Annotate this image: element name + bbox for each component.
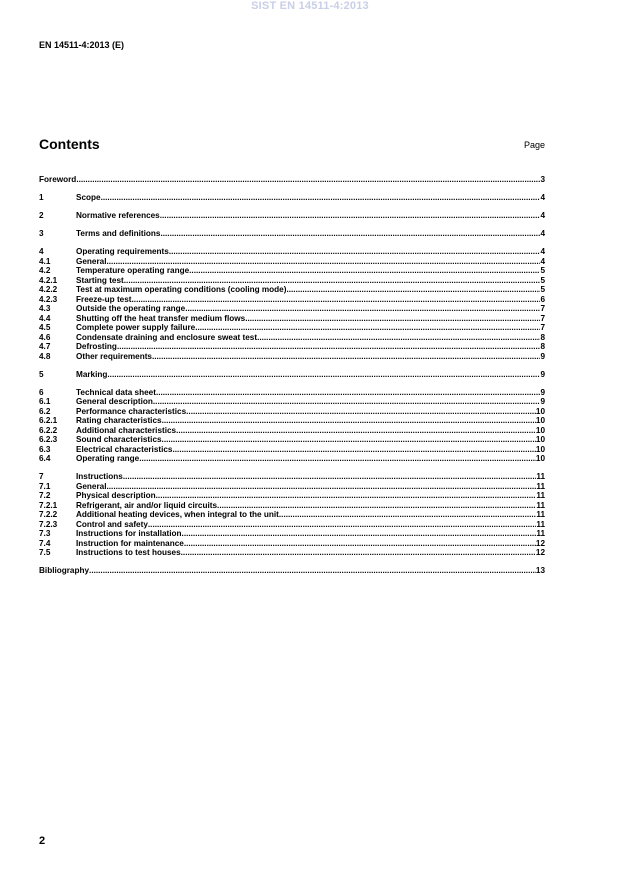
toc-dot-leader xyxy=(186,407,536,417)
toc-entry-number: 4.3 xyxy=(39,304,51,313)
toc-entry-number: 6.2 xyxy=(39,406,51,416)
toc-entry-page: 10 xyxy=(535,425,545,435)
toc-entry-page: 11 xyxy=(536,500,545,510)
toc-entry-title: Starting test xyxy=(76,275,124,285)
toc-dot-leader xyxy=(286,285,540,295)
toc-entry[interactable] xyxy=(39,370,545,380)
toc-dot-leader xyxy=(117,342,541,352)
toc-entry[interactable] xyxy=(39,539,545,549)
toc-entry-title: Rating characteristics xyxy=(76,416,162,425)
toc-entry-title: Physical description xyxy=(76,491,156,500)
toc-entry[interactable] xyxy=(39,257,545,267)
toc-entry-title: Instructions for installation xyxy=(76,529,182,538)
toc-entry-title: Sound characteristics xyxy=(76,435,162,444)
toc-entry-title: Shutting off the heat transfer medium flows xyxy=(76,313,246,323)
toc-entry-title: Other requirements xyxy=(76,351,152,361)
toc-entry-page: 7 xyxy=(540,323,545,332)
toc-entry-title: Operating range xyxy=(76,454,140,463)
toc-dot-leader xyxy=(195,323,540,333)
toc-entry-number: 7.5 xyxy=(39,548,51,557)
toc-dot-leader xyxy=(123,472,536,482)
toc-entry-number: 4.2.3 xyxy=(39,294,58,304)
toc-entry-page: 4 xyxy=(540,211,545,220)
toc-entry-title: Foreword xyxy=(39,175,77,184)
toc-entry[interactable] xyxy=(39,276,545,286)
toc-entry-page: 9 xyxy=(540,351,545,361)
toc-entry-number: 4.2 xyxy=(39,266,51,275)
toc-entry[interactable] xyxy=(39,407,545,417)
toc-dot-leader xyxy=(176,426,536,436)
toc-entry-page: 10 xyxy=(535,435,545,444)
toc-entry-title: Instructions xyxy=(76,472,123,481)
toc-entry-number: 7.3 xyxy=(39,529,51,538)
toc-entry-number: 4.4 xyxy=(39,313,51,323)
toc-entry-page: 11 xyxy=(536,519,545,529)
toc-dot-leader xyxy=(76,175,540,185)
toc-entry-title: Test at maximum operating conditions (cooling mode) xyxy=(76,285,287,294)
toc-entry-title: Outside the operating range xyxy=(76,304,186,313)
toc-entry[interactable] xyxy=(39,416,545,426)
toc-entry-number: 6.2.2 xyxy=(39,425,58,435)
toc-entry[interactable] xyxy=(39,314,545,324)
toc-dot-leader xyxy=(124,276,541,286)
table-of-contents xyxy=(39,175,545,576)
toc-entry[interactable] xyxy=(39,548,545,558)
toc-dot-leader xyxy=(181,548,536,558)
toc-entry-title: Scope xyxy=(76,193,101,202)
toc-entry-title: Complete power supply failure xyxy=(76,323,196,332)
toc-entry[interactable] xyxy=(39,510,545,520)
toc-dot-leader xyxy=(107,482,537,492)
toc-entry-number: 6 xyxy=(39,387,44,397)
toc-entry-number: 6.3 xyxy=(39,444,51,454)
toc-dot-leader xyxy=(89,566,536,576)
toc-dot-leader xyxy=(107,257,541,267)
toc-dot-leader xyxy=(162,435,536,445)
toc-dot-leader xyxy=(279,510,536,520)
toc-entry-number: 7.1 xyxy=(39,481,51,491)
toc-entry-number: 3 xyxy=(39,229,44,238)
toc-entry-title: Terms and definitions xyxy=(76,229,161,238)
toc-entry[interactable] xyxy=(39,454,545,464)
toc-entry-page: 10 xyxy=(535,416,545,425)
toc-dot-leader xyxy=(217,501,536,511)
toc-entry-page: 10 xyxy=(535,406,545,416)
toc-entry[interactable] xyxy=(39,397,545,407)
toc-entry[interactable] xyxy=(39,247,545,257)
toc-dot-leader xyxy=(189,266,540,276)
toc-entry-number: 7.2.3 xyxy=(39,519,58,529)
toc-entry-page: 6 xyxy=(540,294,545,304)
toc-dot-leader xyxy=(148,520,536,530)
toc-entry[interactable] xyxy=(39,333,545,343)
toc-entry-page: 11 xyxy=(536,510,545,519)
toc-dot-leader xyxy=(156,491,537,501)
toc-entry-number: 4.2.1 xyxy=(39,275,58,285)
toc-entry[interactable] xyxy=(39,529,545,539)
toc-dot-leader xyxy=(169,247,541,257)
toc-entry-number: 4.1 xyxy=(39,256,51,266)
toc-entry[interactable] xyxy=(39,472,545,482)
toc-dot-leader xyxy=(160,211,541,221)
toc-entry-page: 11 xyxy=(536,481,545,491)
toc-entry[interactable] xyxy=(39,435,545,445)
toc-entry-title: Instructions to test houses xyxy=(76,548,181,557)
toc-entry-page: 11 xyxy=(536,529,545,538)
toc-entry-number: 7.2.2 xyxy=(39,510,58,519)
toc-entry[interactable] xyxy=(39,342,545,352)
toc-entry[interactable] xyxy=(39,295,545,305)
toc-dot-leader xyxy=(185,304,540,314)
toc-entry-title: Normative references xyxy=(76,211,160,220)
toc-entry-title: Defrosting xyxy=(76,342,117,351)
toc-dot-leader xyxy=(182,529,537,539)
toc-entry-page: 11 xyxy=(536,491,545,500)
toc-entry-page: 10 xyxy=(535,444,545,454)
toc-dot-leader xyxy=(152,352,540,362)
toc-entry-page: 3 xyxy=(540,175,545,184)
toc-entry-page: 4 xyxy=(540,193,545,202)
toc-entry-page: 9 xyxy=(540,369,545,379)
toc-entry-title: General xyxy=(76,481,107,491)
toc-entry-page: 10 xyxy=(535,454,545,463)
toc-entry[interactable] xyxy=(39,566,545,576)
toc-entry-page: 11 xyxy=(536,472,545,481)
toc-entry-page: 5 xyxy=(540,275,545,285)
document-id: EN 14511-4:2013 (E) xyxy=(39,40,125,50)
toc-entry-title: Additional heating devices, when integral to the unit xyxy=(76,510,279,519)
toc-entry[interactable] xyxy=(39,501,545,511)
toc-entry-number: 5 xyxy=(39,369,44,379)
toc-entry-title: Technical data sheet xyxy=(76,387,156,397)
toc-entry-number: 6.1 xyxy=(39,397,51,406)
toc-entry-number: 6.2.1 xyxy=(39,416,58,425)
toc-entry-title: Bibliography xyxy=(39,566,90,575)
toc-dot-leader xyxy=(153,397,541,407)
contents-heading: Contents xyxy=(39,136,100,152)
toc-entry-number: 6.2.3 xyxy=(39,435,58,444)
toc-entry-page: 7 xyxy=(540,304,545,313)
toc-entry-page: 9 xyxy=(540,387,545,397)
toc-entry-page: 5 xyxy=(540,266,545,275)
toc-entry[interactable] xyxy=(39,388,545,398)
toc-entry-number: 2 xyxy=(39,211,44,220)
toc-entry-title: Performance characteristics xyxy=(76,406,187,416)
toc-dot-leader xyxy=(257,333,540,343)
toc-entry-title: Marking xyxy=(76,369,108,379)
toc-entry[interactable] xyxy=(39,193,545,203)
toc-dot-leader xyxy=(107,370,540,380)
toc-entry-number: 4.5 xyxy=(39,323,51,332)
toc-entry-page: 8 xyxy=(540,332,545,342)
toc-entry-title: General description xyxy=(76,397,153,406)
page-number: 2 xyxy=(39,835,46,847)
toc-entry-number: 4.8 xyxy=(39,351,51,361)
toc-entry-title: General xyxy=(76,256,107,266)
toc-entry-title: Freeze-up test xyxy=(76,294,132,304)
toc-dot-leader xyxy=(160,229,540,239)
toc-entry-number: 1 xyxy=(39,193,44,202)
toc-entry-number: 4.6 xyxy=(39,332,51,342)
toc-entry-number: 6.4 xyxy=(39,454,51,463)
toc-entry[interactable] xyxy=(39,445,545,455)
toc-entry-number: 7.2 xyxy=(39,491,51,500)
toc-entry-number: 4.2.2 xyxy=(39,285,58,294)
toc-entry-page: 12 xyxy=(535,538,545,548)
toc-entry-page: 13 xyxy=(535,566,545,575)
toc-entry-title: Instruction for maintenance xyxy=(76,538,184,548)
toc-entry-number: 7.2.1 xyxy=(39,500,58,510)
toc-entry-page: 4 xyxy=(540,229,545,238)
toc-entry[interactable] xyxy=(39,323,545,333)
watermark: SIST EN 14511-4:2013 xyxy=(251,0,369,12)
toc-dot-leader xyxy=(173,445,536,455)
toc-entry-page: 4 xyxy=(540,247,545,256)
toc-entry[interactable] xyxy=(39,229,545,239)
toc-entry-page: 5 xyxy=(540,285,545,294)
toc-entry[interactable] xyxy=(39,304,545,314)
toc-entry[interactable] xyxy=(39,426,545,436)
toc-entry-title: Electrical characteristics xyxy=(76,444,173,454)
toc-entry-title: Temperature operating range xyxy=(76,266,190,275)
toc-entry-title: Additional characteristics xyxy=(76,425,177,435)
toc-entry-number: 4.7 xyxy=(39,342,51,351)
toc-entry-title: Operating requirements xyxy=(76,247,169,256)
page-column-label: Page xyxy=(523,140,545,150)
toc-entry[interactable] xyxy=(39,491,545,501)
toc-dot-leader xyxy=(139,454,536,464)
toc-entry-title: Refrigerant, air and/or liquid circuits xyxy=(76,500,218,510)
toc-entry[interactable] xyxy=(39,352,545,362)
toc-entry[interactable] xyxy=(39,285,545,295)
toc-dot-leader xyxy=(184,539,536,549)
toc-entry[interactable] xyxy=(39,175,545,185)
toc-dot-leader xyxy=(156,388,541,398)
toc-dot-leader xyxy=(245,314,540,324)
toc-entry[interactable] xyxy=(39,482,545,492)
toc-entry[interactable] xyxy=(39,266,545,276)
toc-entry-title: Condensate draining and enclosure sweat test xyxy=(76,332,258,342)
toc-entry[interactable] xyxy=(39,211,545,221)
toc-entry-number: 4 xyxy=(39,247,44,256)
toc-entry-page: 12 xyxy=(535,548,545,557)
toc-entry-number: 7.4 xyxy=(39,538,51,548)
toc-dot-leader xyxy=(101,193,541,203)
toc-entry-number: 7 xyxy=(39,472,44,481)
toc-entry-page: 7 xyxy=(540,313,545,323)
toc-entry-page: 9 xyxy=(540,397,545,406)
toc-dot-leader xyxy=(162,416,536,426)
toc-entry[interactable] xyxy=(39,520,545,530)
toc-entry-page: 4 xyxy=(540,256,545,266)
toc-entry-page: 8 xyxy=(540,342,545,351)
toc-dot-leader xyxy=(132,295,541,305)
toc-entry-title: Control and safety xyxy=(76,519,148,529)
